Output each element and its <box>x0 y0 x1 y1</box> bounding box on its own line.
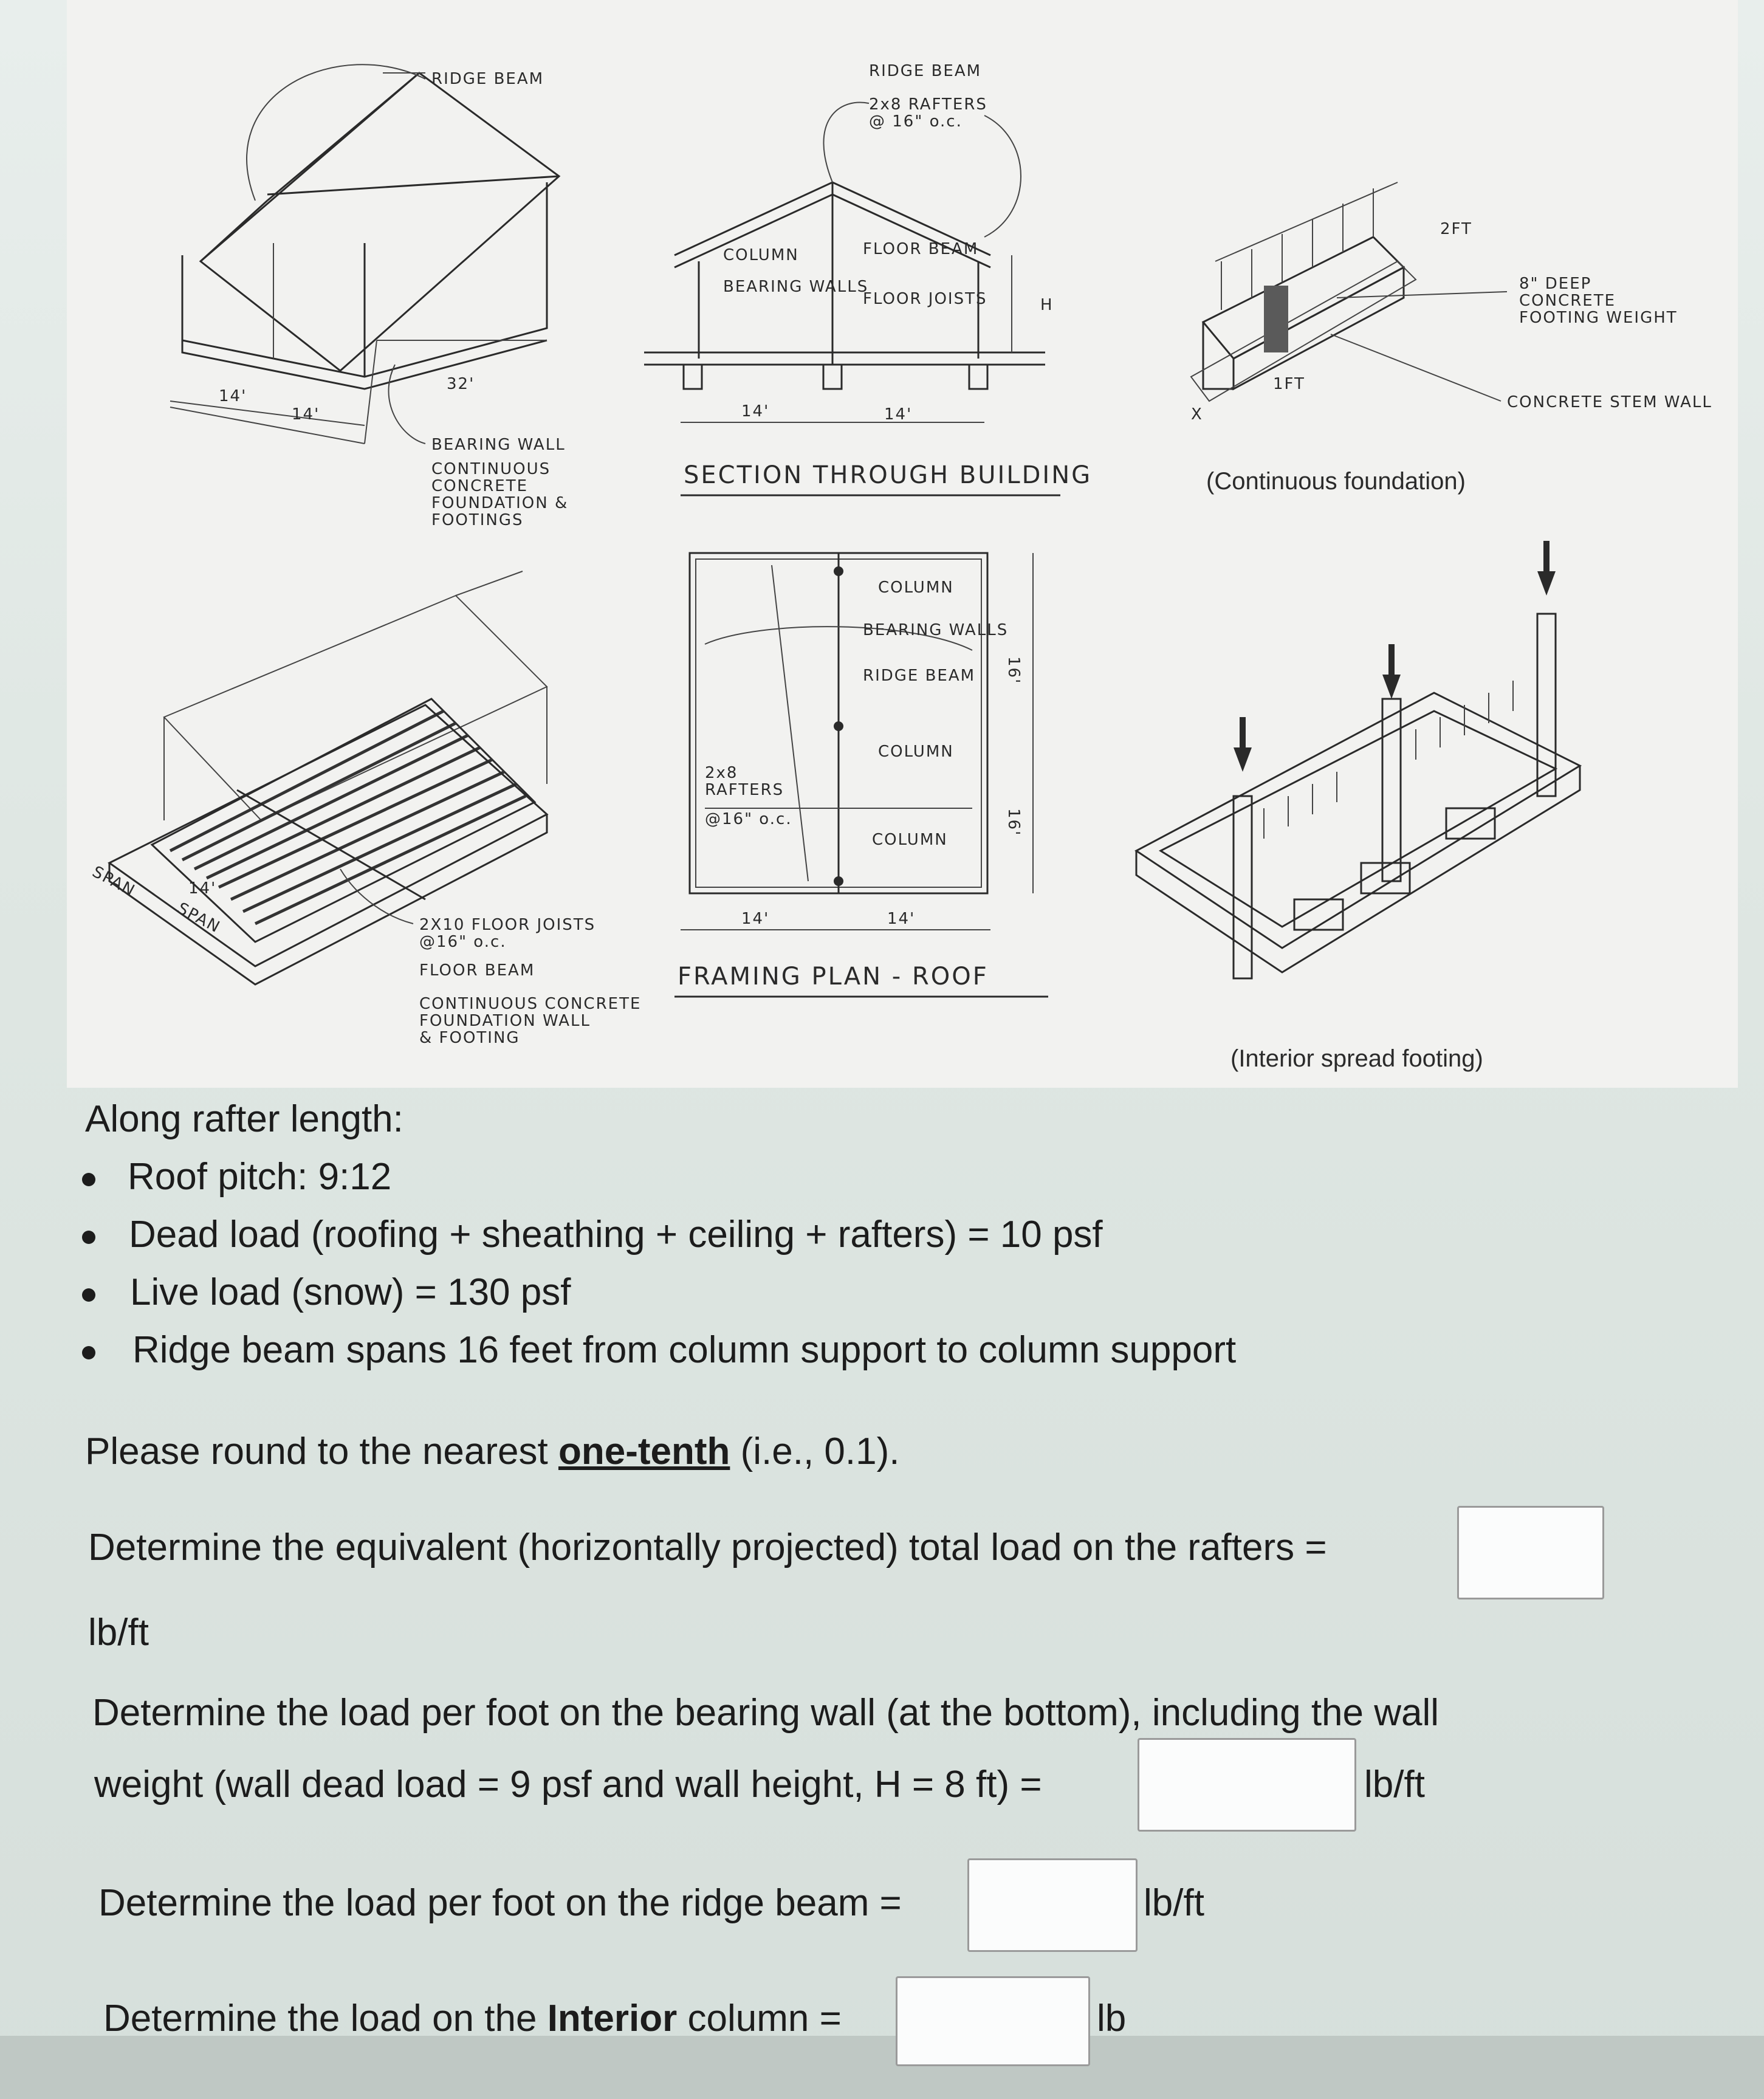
plan-dim-top: 16' <box>1004 656 1023 685</box>
ridge-beam-unit: lb/ft <box>1144 1882 1204 1924</box>
plan-column-top: COLUMN <box>878 579 954 597</box>
house-foundation-l4: FOOTINGS <box>431 511 524 529</box>
section-floor-beam: FLOOR BEAM <box>863 240 979 258</box>
foundation-footing-l1: 8" DEEP <box>1519 275 1592 293</box>
plan-bearing-walls: BEARING WALLS <box>863 621 1009 639</box>
section-dim-right: 14' <box>884 405 913 424</box>
rafter-load-unit: lb/ft <box>88 1612 149 1654</box>
house-foundation-l3: FOUNDATION & <box>431 494 569 512</box>
plan-dim-bottom: 16' <box>1004 808 1023 837</box>
q4-after: column = <box>677 1998 842 2039</box>
section-heading: Along rafter length: <box>85 1098 403 1140</box>
bullet-roof-pitch: Roof pitch: 9:12 <box>128 1156 392 1198</box>
bullet-dot <box>82 1173 95 1186</box>
spread-footing-caption: (Interior spread footing) <box>1230 1045 1483 1072</box>
bullet-dot <box>82 1346 95 1359</box>
foundation-dim-2ft: 2FT <box>1440 220 1472 238</box>
interior-column-answer-input[interactable] <box>896 1976 1090 2066</box>
house-ridge-beam-label: RIDGE BEAM <box>431 70 544 88</box>
floor-joists-l1: 2X10 FLOOR JOISTS <box>419 916 596 934</box>
foundation-footing-l2: CONCRETE <box>1519 292 1616 310</box>
rounding-before: Please round to the nearest <box>85 1431 558 1472</box>
question-ridge-beam: Determine the load per foot on the ridge beam = <box>98 1882 902 1924</box>
rounding-after: (i.e., 0.1). <box>730 1431 900 1472</box>
foundation-footing-l3: FOOTING WEIGHT <box>1519 309 1678 327</box>
floor-wall-l3: & FOOTING <box>419 1029 520 1047</box>
continuous-foundation-drawing <box>1191 182 1712 495</box>
q4-before: Determine the load on the <box>103 1998 547 2039</box>
house-span-right: 14' <box>292 405 320 424</box>
floor-span-a: SPAN <box>89 862 139 901</box>
floor-dim: 14' <box>188 879 217 898</box>
question-interior-column <box>103 1996 842 2041</box>
bullet-live-load: Live load (snow) = 130 psf <box>130 1271 571 1313</box>
section-dim-left: 14' <box>741 402 770 421</box>
plan-dim-right: 14' <box>887 910 916 928</box>
bullet-dot <box>82 1288 95 1302</box>
floor-joists-l2: @16" o.c. <box>419 933 507 951</box>
spread-footing-drawing <box>1136 541 1580 1072</box>
continuous-foundation-caption: (Continuous foundation) <box>1206 468 1466 495</box>
question-bearing-wall-line2: weight (wall dead load = 9 psf and wall height, H = 8 ft) = <box>94 1764 1042 1805</box>
roof-framing-plan-drawing <box>674 553 1048 997</box>
plan-rafters-l3: @16" o.c. <box>705 810 792 828</box>
house-foundation-l1: CONTINUOUS <box>431 460 551 478</box>
bullet-dead-load: Dead load (roofing + sheathing + ceiling + rafters) = 10 psf <box>129 1214 1103 1256</box>
question-rafter-load: Determine the equivalent (horizontally projected) total load on the rafters = <box>88 1527 1327 1568</box>
floor-wall-l1: CONTINUOUS CONCRETE <box>419 995 642 1013</box>
section-floor-joists: FLOOR JOISTS <box>863 290 987 308</box>
floor-beam-label: FLOOR BEAM <box>419 961 535 980</box>
section-rafters-l2: @ 16" o.c. <box>869 112 963 131</box>
section-title: SECTION THROUGH BUILDING <box>684 461 1093 489</box>
house-foundation-l2: CONCRETE <box>431 477 529 495</box>
plan-ridge-beam: RIDGE BEAM <box>863 667 976 685</box>
floor-framing-isometric-drawing <box>89 571 642 1047</box>
section-column: COLUMN <box>723 246 799 264</box>
foundation-dim-x: X <box>1191 405 1203 424</box>
section-ridge-beam: RIDGE BEAM <box>869 62 982 80</box>
section-bearing-walls: BEARING WALLS <box>723 278 869 296</box>
plan-title: FRAMING PLAN - ROOF <box>678 963 989 991</box>
plan-column-low: COLUMN <box>872 831 948 849</box>
house-length: 32' <box>447 375 475 393</box>
plan-rafters-l1: 2x8 <box>705 764 738 782</box>
rafter-load-answer-input[interactable] <box>1457 1506 1604 1599</box>
bullet-ridge-span: Ridge beam spans 16 feet from column support to column support <box>132 1329 1237 1371</box>
interior-column-unit: lb <box>1097 1998 1127 2039</box>
bearing-wall-unit: lb/ft <box>1364 1764 1425 1805</box>
foundation-dim-1ft: 1FT <box>1273 375 1305 393</box>
bullet-dot <box>82 1231 95 1244</box>
building-section-drawing <box>644 62 1092 495</box>
house-span-left: 14' <box>219 387 247 405</box>
section-h: H <box>1040 296 1054 314</box>
section-rafters-l1: 2x8 RAFTERS <box>869 95 987 114</box>
bottom-shadow <box>0 2036 1764 2099</box>
question-bearing-wall-line1: Determine the load per foot on the bearing wall (at the bottom), including the wall <box>92 1692 1440 1734</box>
plan-dim-left: 14' <box>741 910 770 928</box>
bearing-wall-answer-input[interactable] <box>1138 1738 1356 1832</box>
plan-column-mid: COLUMN <box>878 743 954 761</box>
plan-rafters-l2: RAFTERS <box>705 781 784 799</box>
ridge-beam-answer-input[interactable] <box>967 1858 1138 1952</box>
floor-wall-l2: FOUNDATION WALL <box>419 1012 591 1030</box>
rounding-instruction <box>85 1429 899 1474</box>
rounding-emphasis: one-tenth <box>558 1431 730 1472</box>
foundation-stem-wall: CONCRETE STEM WALL <box>1507 393 1712 411</box>
floor-span-b: SPAN <box>174 899 224 937</box>
house-bearing-wall-label: BEARING WALL <box>431 436 566 454</box>
house-isometric-drawing <box>170 64 568 529</box>
q4-bold: Interior <box>547 1998 678 2039</box>
